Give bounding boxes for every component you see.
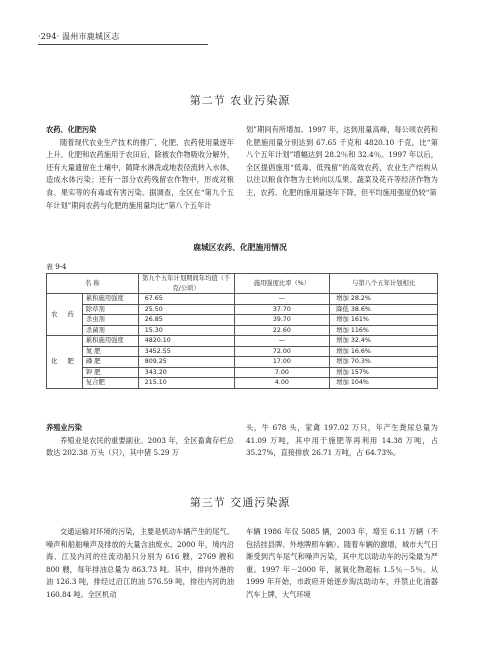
cell-value: 增加 161% [330, 315, 438, 326]
agri-left-column [46, 124, 234, 212]
group-label-fertilizer: 化 肥 [47, 336, 83, 389]
cell-value: 4.00 [234, 378, 330, 389]
subhead-livestock: 养殖业污染 [46, 423, 82, 432]
table-header-row [47, 274, 438, 294]
row-name: 钾 肥 [82, 367, 138, 378]
cell-value: 25.50 [138, 304, 234, 315]
table-row [47, 367, 438, 378]
table-row [47, 315, 438, 326]
cell-value: 215.10 [138, 378, 234, 389]
group-label-pesticide: 农 药 [47, 294, 83, 336]
cell-value: 67.65 [138, 294, 234, 305]
header-rule [38, 44, 208, 45]
cell-value: 72.00 [234, 346, 330, 357]
table-row [47, 357, 438, 368]
table-row [47, 336, 438, 347]
row-name: 累积施用强度 [82, 336, 138, 347]
header-annual-average: 第九个五年计划期间年均值（千克/公顷） [138, 274, 234, 294]
usage-table [46, 273, 438, 389]
paragraph: 车辆 1986 年仅 5085 辆，2003 年，增至 6.11 万辆（不包括挂县牌、外地牌照车辆）。随着车辆的激增，城市大气日渐受到汽车尾气和噪声污染，其中尤以助动车的污染最为严重。1997 年－2000 年，氮氧化物超标 1.5％－5％。从 1999 年开始，市政府开始逐步淘汰助动车，并禁止化油器汽车上牌，大气环境 [246, 527, 438, 599]
cell-value: 26.85 [138, 315, 234, 326]
row-name: 累积施用强度 [82, 294, 138, 305]
row-name: 杀虫剂 [82, 315, 138, 326]
table-row [47, 378, 438, 389]
table-row [47, 294, 438, 305]
paragraph: 划”期间有所增加。1997 年，达到用量高峰，每公顷农药和化肥施用量分别达到 67.65 千克和 4820.10 千克，比“第八个五年计划”增幅达到 28.2％和 32.4％。1997 年以后，全区提倡施用“低毒、低残留”的高效农药，农业生产结构从以往以粮食作物为主转向以瓜果、蔬菜及花卉等经济作物为主，农药、化肥的施用量逐年下降，但平均施用强度仍较“第 [246, 125, 438, 197]
paragraph: 养殖业是农民的重要副业。2003 年，全区畜禽存栏总数达 202.38 万头（只），其中猪 5.29 万 [46, 435, 234, 458]
cell-value: 增加 16.6% [330, 346, 438, 357]
livestock-right-column [246, 422, 438, 460]
row-name: 除草剂 [82, 304, 138, 315]
cell-value: 343.20 [138, 367, 234, 378]
agri-right-column [246, 124, 438, 200]
cell-value: — [234, 294, 330, 305]
table-row [47, 346, 438, 357]
row-name: 磷 肥 [82, 357, 138, 368]
cell-value: 增加 157% [330, 367, 438, 378]
row-name: 复合肥 [82, 378, 138, 389]
paragraph: 交通运输对环境的污染，主要是机动车辆产生的尾气、噪声和船舶噪声及排放的大量含油废水。2000 年，境内沿海、江及内河的往流动船只分别为 616 艘，2769 艘和 800 艘，每年排油总量为 863.73 吨。其中，排向外港的油 126.3 吨，排经过沿江的油 576.59 吨，排往内河的油 160.84 吨。全区机动 [46, 527, 234, 599]
cell-value: 15.30 [138, 325, 234, 336]
cell-value: 809.25 [138, 357, 234, 368]
cell-value: 增加 104% [330, 378, 438, 389]
section-title-traffic: 第三节 交通污染源 [189, 496, 291, 509]
table-row [47, 325, 438, 336]
paragraph: 随着现代农业生产技术的推广，化肥、农药使用量逐年上升。化肥和农药施用于农田后，除被农作物吸收分解外，还有大量遗留在土壤中，随降水淋洗或地表径流转入水体，造成水体污染；还有一部分农药残留农作物中，形成对粮食、果实等的有毒或有害污染。据调查，全区在“第九个五年计划”期间农药与化肥的施用量均比“第八个五年计 [46, 137, 234, 210]
cell-value: — [234, 336, 330, 347]
cell-value: 降低 38.6% [330, 304, 438, 315]
cell-value: 增加 70.3% [330, 357, 438, 368]
livestock-left-column [46, 422, 234, 460]
row-name: 杀菌剂 [82, 325, 138, 336]
traffic-right-column [246, 526, 438, 602]
cell-value: 39.70 [234, 315, 330, 326]
cell-value: 增加 116% [330, 325, 438, 336]
header-intensity-ratio: 施用强度比率（%） [234, 274, 330, 294]
cell-value: 17.00 [234, 357, 330, 368]
table-number: 表 9-4 [46, 263, 67, 271]
cell-value: 3452.55 [138, 346, 234, 357]
cell-value: 4820.10 [138, 336, 234, 347]
cell-value: 增加 28.2% [330, 294, 438, 305]
cell-value: 7.00 [234, 367, 330, 378]
header-name: 名 称 [47, 274, 139, 294]
cell-value: 37.70 [234, 304, 330, 315]
traffic-left-column [46, 526, 234, 602]
paragraph: 头，牛 678 头，家禽 197.02 万只，年产生粪尿总量为 41.09 万吨，其中用于施肥等再利用 14.38 万吨，占 35.27%，直接排放 26.71 万吨，占 64.73%。 [246, 423, 438, 458]
header-compare: 与第八个五年计划相比 [330, 274, 438, 294]
table-title: 鹿城区农药、化肥施用情况 [193, 243, 287, 252]
cell-value: 22.60 [234, 325, 330, 336]
section-title-agriculture: 第二节 农业污染源 [189, 94, 291, 107]
cell-value: 增加 32.4% [330, 336, 438, 347]
table-row [47, 304, 438, 315]
row-name: 氮 肥 [82, 346, 138, 357]
subhead-pesticide-fertilizer: 农药、化肥污染 [46, 125, 97, 134]
running-header: ·294· 温州市鹿城区志 [38, 32, 120, 41]
